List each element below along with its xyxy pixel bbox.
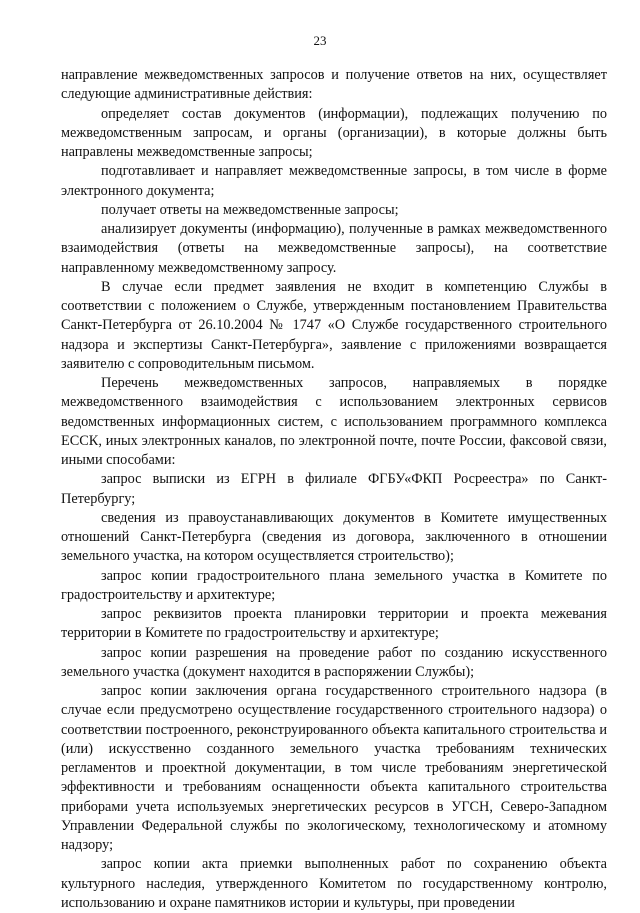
paragraph-action-4: анализирует документы (информацию), полученные в рамках межведомственного взаимодействия (ответы на межведомственные запросы), на соответствие направленному межведомственному запросу. (61, 221, 607, 276)
list-item-planning-project: запрос реквизитов проекта планировки территории и проекта межевания территории в Комитете по градостроительству и архитектуре; (61, 606, 607, 642)
document-body (61, 66, 607, 913)
paragraph-competence: В случае если предмет заявления не входит в компетенцию Службы в соответствии с положением о Службе, утвержденным постановлением Правительства Санкт-Петербурга от 26.10.2004 № 1747 «О Службе государственного строительного надзора и экспертизы Санкт-Петербурга», заявление с приложениями возвращается заявителю с сопроводительным письмом. (61, 278, 607, 372)
paragraph-action-1: определяет состав документов (информации), подлежащих получению по межведомственным запросам, и органы (организации), в которые должны быть направлены межведомственные запросы; (61, 105, 607, 160)
paragraph-action-3: получает ответы на межведомственные запросы; (101, 201, 399, 218)
paragraph-request-list-intro: Перечень межведомственных запросов, направляемых в порядке межведомственного взаимодействия с использованием электронных сервисов ведомственных информационных систем, с использованием программного комплекса ЕССК, иных электронных каналов, по электронной почте, почте России, факсовой связи, иными способами: (61, 375, 607, 468)
paragraph-intro: направление межведомственных запросов и получение ответов на них, осуществляет следующие административные действия: (61, 67, 607, 103)
list-item-gpzu: запрос копии градостроительного плана земельного участка в Комитете по градостроительству и архитектуре; (61, 567, 607, 603)
list-item-heritage-act: запрос копии акта приемки выполненных работ по сохранению объекта культурного наследия, утвержденного Комитетом по государственному контролю, использованию и охране памятников истории и культуры, при проведении (61, 856, 607, 911)
list-item-egrn: запрос выписки из ЕГРН в филиале ФГБУ«ФКП Росреестра» по Санкт-Петербургу; (61, 471, 607, 507)
paragraph-action-2: подготавливает и направляет межведомственные запросы, в том числе в форме электронного документа; (61, 163, 607, 199)
page-number: 23 (313, 33, 327, 48)
list-item-artificial-land: запрос копии разрешения на проведение работ по созданию искусственного земельного участка (документ находится в распоряжении Службы); (61, 644, 607, 680)
list-item-supervision-conclusion: запрос копии заключения органа государственного строительного надзора (в случае если предусмотрено осуществление государственного строительного надзора) о соответствии построенного, реконструированного объекта капитального строительства и (или) искусственно созданного земельного участка требованиям технических регламентов и проектной документации, в том числе требованиям энергетической эффективности и требованиям оснащенности объекта капитального строительства приборами учета используемых энергетических ресурсов в УГСН, Северо-Западном Управлении Федеральной службы по экологическому, технологическому и атомному надзору; (61, 683, 607, 853)
list-item-title-docs: сведения из правоустанавливающих документов в Комитете имущественных отношений Санкт-Петербурга (сведения из договора, заключенного в отношении земельного участка, на котором осуществляется строительство); (61, 509, 607, 565)
